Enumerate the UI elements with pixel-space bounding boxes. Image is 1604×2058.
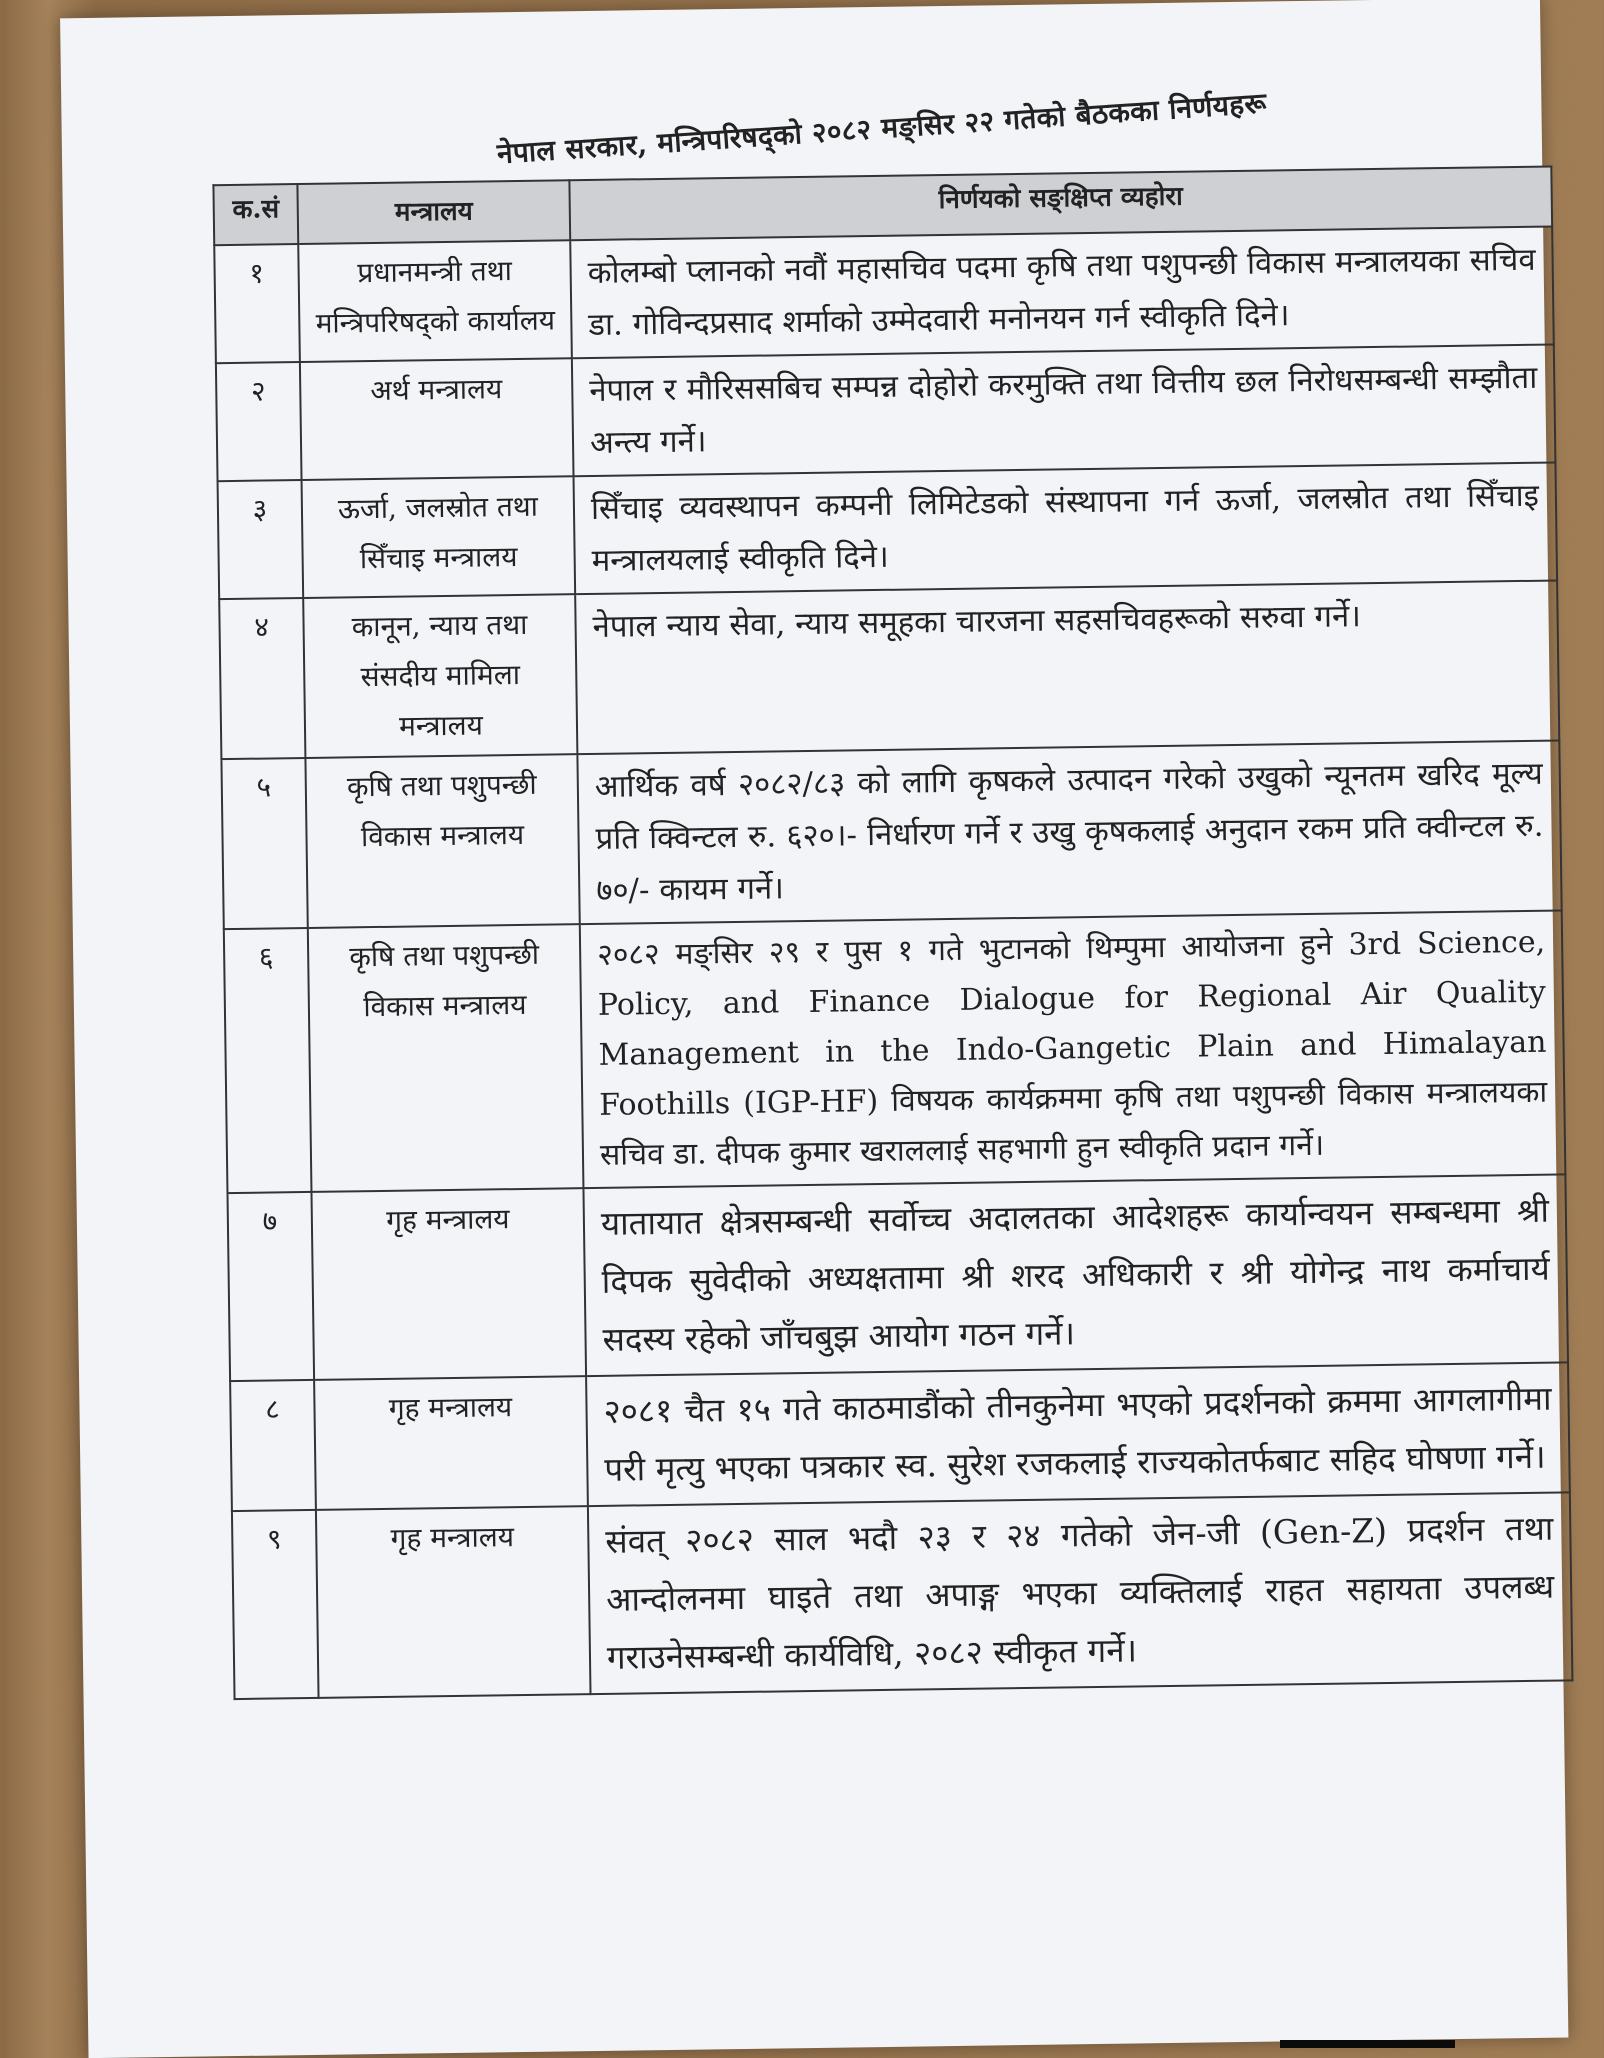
header-decision: निर्णयको सङ्क्षिप्त व्यहोरा <box>569 167 1552 241</box>
paper-sheet <box>60 0 1568 2058</box>
ministry-name: कानून, न्याय तथा संसदीय मामिला मन्त्रालय <box>303 594 577 758</box>
ministry-name: कृषि तथा पशुपन्छी विकास मन्त्रालय <box>305 754 579 928</box>
decision-text: संवत् २०८२ साल भदौ २३ र २४ गतेको जेन-जी (Gen-Z) प्रदर्शन तथा आन्दोलनमा घाइते तथा अपाङ्ग भएका व्यक्तिलाई राहत सहायता उपलब्ध गराउनेसम्बन्धी कार्यविधि, २०८२ स्वीकृत गर्ने। <box>588 1492 1573 1694</box>
decision-text: सिँचाइ व्यवस्थापन कम्पनी लिमिटेडको संस्थापना गर्न ऊर्जा, जलस्रोत तथा सिँचाइ मन्त्रालयलाई स्वीकृति दिने। <box>574 462 1558 594</box>
header-ministry: मन्त्रालय <box>297 180 570 244</box>
serial-no: ६ <box>224 928 312 1193</box>
document-title: नेपाल सरकार, मन्त्रिपरिषद्को २०८२ मङ्सिर २२ गतेको बैठकका निर्णयहरू <box>495 86 1268 171</box>
ministry-name: ऊर्जा, जलस्रोत तथा सिँचाइ मन्त्रालय <box>302 476 576 598</box>
serial-no: ८ <box>230 1380 316 1511</box>
decision-text: २०८१ चैत १५ गते काठमाडौंको तीनकुनेमा भएको प्रदर्शनको क्रममा आगलागीमा परी मृत्यु भएका पत्रकार स्व. सुरेश रजकलाई राज्यकोतर्फबाट सहिद घोषणा गर्ने। <box>586 1362 1570 1506</box>
ministry-name: गृह मन्त्रालय <box>311 1188 586 1380</box>
ministry-name: गृह मन्त्रालय <box>314 1376 588 1510</box>
serial-no: १ <box>214 244 300 363</box>
decisions-table <box>212 166 1573 1701</box>
serial-no: ३ <box>218 480 304 599</box>
table-row <box>232 1492 1572 1699</box>
decision-text: कोलम्बो प्लानको नवौं महासचिव पदमा कृषि तथा पशुपन्छी विकास मन्त्रालयका सचिव डा. गोविन्दप्रसाद शर्माको उम्मेदवारी मनोनयन गर्न स्वीकृति दिने। <box>570 227 1554 359</box>
table-row <box>216 345 1556 482</box>
decision-text: नेपाल न्याय सेवा, न्याय समूहका चारजना सहसचिवहरूको सरुवा गर्ने। <box>575 580 1559 754</box>
decision-text: यातायात क्षेत्रसम्बन्धी सर्वोच्च अदालतका आदेशहरू कार्यान्वयन सम्बन्धमा श्री दिपक सुवेदीको अध्यक्षतामा श्री शरद अधिकारी र श्री योगेन्द्र नाथ कर्माचार्य सदस्य रहेको जाँचबुझ आयोग गठन गर्ने। <box>583 1174 1568 1376</box>
table-row <box>214 227 1554 364</box>
decision-text: नेपाल र मौरिससबिच सम्पन्न दोहोरो करमुक्ति तथा वित्तीय छल निरोधसम्बन्धी सम्झौता अन्त्य गर्ने। <box>572 345 1556 477</box>
ministry-name: अर्थ मन्त्रालय <box>300 358 574 480</box>
table-row <box>230 1362 1570 1511</box>
table-row <box>224 910 1566 1193</box>
table-row <box>219 580 1559 759</box>
ministry-name: कृषि तथा पशुपन्छी विकास मन्त्रालय <box>308 924 584 1192</box>
serial-no: २ <box>216 362 302 481</box>
serial-no: ५ <box>221 758 307 929</box>
serial-no: ४ <box>219 598 305 759</box>
serial-no: ७ <box>227 1192 314 1381</box>
ministry-name: प्रधानमन्त्री तथा मन्त्रिपरिषद्को कार्यालय <box>298 240 572 362</box>
decision-text: आर्थिक वर्ष २०८२/८३ को लागि कृषकले उत्पादन गरेको उखुको न्यूनतम खरिद मूल्य प्रति क्विन्टल रु. ६२०।- निर्धारण गर्ने र उखु कृषकलाई अनुदान रकम प्रति क्वीन्टल रु. ७०/- कायम गर्ने। <box>577 740 1561 924</box>
serial-no: ९ <box>232 1510 319 1699</box>
table-row <box>227 1174 1567 1381</box>
decision-text: २०८२ मङ्सिर २९ र पुस १ गते भुटानको थिम्पुमा आयोजना हुने 3rd Science, Policy, and Finance Dialogue for Regional Air Quality Management in the Indo-Gangetic Plain and Himalayan Foothills (IGP-HF) विषयक कार्यक्रममा कृषि तथा पशुपन्छी विकास मन्त्रालयका सचिव डा. दीपक कुमार खराललाई सहभागी हुन स्वीकृति प्रदान गर्ने। <box>580 910 1566 1188</box>
table-row <box>221 740 1561 929</box>
ministry-name: गृह मन्त्रालय <box>316 1506 591 1698</box>
table-row <box>218 462 1558 599</box>
header-serial-no: क.सं <box>213 184 298 245</box>
redaction-bar <box>1280 2040 1455 2048</box>
